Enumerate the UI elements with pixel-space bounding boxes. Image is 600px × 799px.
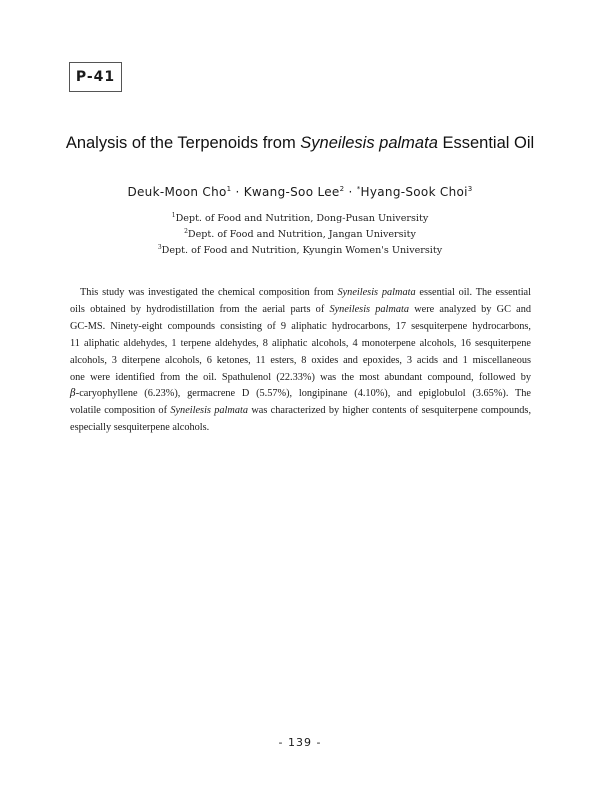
abstract-line: one were identified from the oil. Spathulenol (22.33%) was the most abundant compound, followed by: [70, 371, 531, 383]
title-suffix: Essential Oil: [437, 134, 535, 152]
author-list: [0, 185, 600, 199]
author-1: Deuk-Moon Cho: [127, 185, 227, 199]
author-2-sup: 2: [339, 185, 345, 193]
title-prefix: Analysis of the Terpenoids from: [65, 134, 301, 152]
affiliation-3: [0, 241, 600, 257]
species-name: Syneilesis palmata: [329, 303, 409, 315]
abstract-text: This study was investigated the chemical composition from: [80, 287, 338, 298]
abstract-text: volatile composition of: [70, 405, 171, 417]
affiliation-text: Dept. of Food and Nutrition, Jangan University: [187, 229, 416, 241]
abstract-line: especially sesquiterpene alcohols.: [70, 422, 210, 434]
author-3: Hyang-Sook Choi: [360, 185, 468, 199]
author-separator: ·: [344, 185, 357, 199]
paper-title: [0, 134, 600, 153]
affiliation-text: Dept. of Food and Nutrition, Dong-Pusan University: [175, 213, 429, 225]
author-separator: ·: [231, 185, 244, 199]
poster-code: P-41: [75, 69, 116, 85]
abstract-text: oils obtained by hydrodistillation from the aerial parts of: [70, 303, 330, 315]
author-3-sup: 3: [467, 185, 473, 193]
abstract-body: [70, 285, 531, 437]
abstract-text: were analyzed by GC and: [409, 303, 531, 315]
abstract-line: [70, 285, 531, 302]
species-name: Syneilesis palmata: [337, 287, 416, 298]
species-name: Syneilesis palmata: [170, 405, 249, 417]
title-species: Syneilesis palmata: [300, 134, 438, 152]
abstract-line: 11 aliphatic aldehydes, 1 terpene aldehydes, 8 aliphatic alcohols, 4 monoterpene alcohols, 16 sesquiterpene: [70, 337, 531, 349]
abstract-line: [70, 302, 531, 319]
corresponding-mark: *: [356, 185, 361, 193]
abstract-line: [70, 403, 531, 420]
abstract-line: GC-MS. Ninety-eight compounds consisting of 9 aliphatic hydrocarbons, 17 sesquiterpene hydrocarbons,: [70, 320, 531, 332]
affiliation-sup: 3: [157, 244, 162, 252]
abstract-text: -caryophyllene (6.23%), germacrene D (5.57%), longipinane (4.10%), and epiglobulol (3.65%). The: [75, 388, 531, 400]
affiliation-list: [0, 209, 600, 258]
abstract-line: alcohols, 3 diterpene alcohols, 6 ketones, 11 esters, 8 oxides and epoxides, 3 acids and 1 miscellaneous: [70, 354, 531, 366]
author-1-sup: 1: [226, 185, 232, 193]
page-number: - 139 -: [278, 736, 322, 749]
poster-code-box: [69, 62, 122, 92]
abstract-text: essential oil. The essential: [415, 287, 531, 298]
affiliation-2: [0, 225, 600, 241]
affiliation-1: [0, 209, 600, 225]
beta-symbol: β: [70, 388, 76, 400]
affiliation-text: Dept. of Food and Nutrition, Kyungin Women's University: [161, 245, 443, 257]
author-2: Kwang-Soo Lee: [243, 185, 340, 199]
abstract-line: [70, 386, 531, 403]
affiliation-sup: 1: [171, 212, 176, 219]
affiliation-sup: 2: [184, 228, 188, 236]
abstract-text: was characterized by higher contents of sesquiterpene compounds,: [248, 405, 532, 417]
